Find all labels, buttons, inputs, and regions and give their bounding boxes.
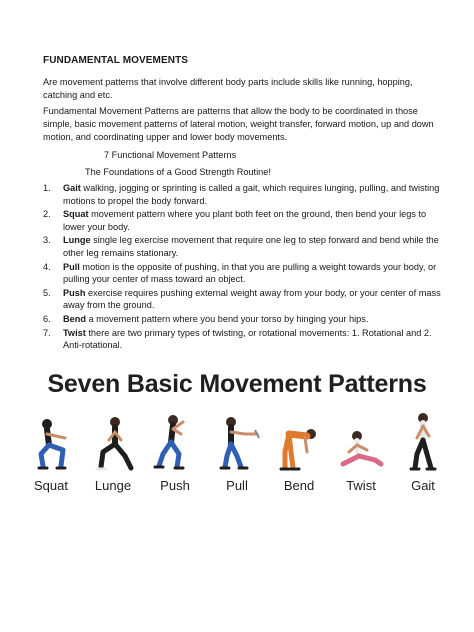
list-item	[43, 261, 443, 286]
twist-icon	[335, 412, 387, 474]
twist-figure	[335, 412, 387, 502]
list-item	[43, 287, 443, 312]
figure-label: Twist	[346, 478, 376, 493]
lunge-icon	[87, 412, 139, 474]
gait-figure	[397, 412, 449, 502]
graphic-title: Seven Basic Movement Patterns	[47, 370, 427, 398]
push-figure	[149, 412, 201, 502]
pull-figure	[211, 412, 263, 502]
item-term: Twist	[63, 327, 86, 338]
item-text: movement pattern where you plant both feet on the ground, then bend your legs to lower your body.	[63, 209, 427, 232]
item-term: Pull	[63, 261, 80, 272]
figure-label: Push	[160, 478, 190, 493]
bend-icon	[273, 412, 325, 474]
item-number: 7.	[43, 327, 51, 338]
list-item	[43, 313, 443, 326]
item-text: there are two primary types of twisting, or rotational movements: 1. Rotational and 2. Anti-rotational.	[63, 327, 432, 351]
intro-paragraph: Are movement patterns that involve different body parts include skills like running, hopping, catching and etc.	[43, 77, 413, 100]
item-term: Lunge	[63, 235, 91, 246]
figure-label: Bend	[283, 478, 315, 493]
item-text: exercise requires pushing external weight away from your body, or your center of mass away from the ground.	[63, 287, 441, 311]
item-term: Push	[63, 287, 86, 298]
bend-figure	[273, 412, 325, 502]
item-term: Squat	[63, 209, 89, 220]
item-number: 5.	[43, 287, 51, 298]
movement-list	[43, 182, 443, 353]
push-icon	[149, 412, 201, 474]
list-item	[43, 208, 443, 233]
item-number: 3.	[43, 235, 51, 246]
lunge-figure	[87, 412, 139, 502]
section-tagline: The Foundations of a Good Strength Routine!	[85, 167, 271, 177]
list-item	[43, 327, 443, 352]
definition-paragraph: Fundamental Movement Patterns are patterns that allow the body to be coordinated in those simple, basic movement patterns of lateral motion, weight transfer, forward motion, up and down motion, and coordinating upper and lower body movements.	[43, 106, 434, 142]
squat-icon	[25, 412, 77, 474]
gait-icon	[397, 412, 449, 474]
list-item	[43, 234, 443, 259]
document-heading: FUNDAMENTAL MOVEMENTS	[43, 55, 189, 66]
pull-icon	[211, 412, 263, 474]
item-text: single leg exercise movement that require one leg to step forward and bend while the other leg remains stationary.	[63, 235, 439, 258]
section-subtitle: 7 Functional Movement Patterns	[104, 150, 237, 160]
item-number: 4.	[43, 261, 51, 272]
item-term: Gait	[63, 183, 81, 193]
item-number: 2.	[43, 209, 51, 220]
list-item	[43, 182, 443, 207]
item-text: walking, jogging or sprinting is called a gait, which requires lunging, pulling, and twisting motions to propel the body forward.	[63, 183, 440, 206]
item-text: a movement pattern where you bend your torso by hinging your hips.	[85, 313, 369, 324]
figure-label: Lunge	[94, 478, 132, 493]
figure-label: Pull	[226, 478, 248, 493]
squat-figure	[25, 412, 77, 502]
figure-label: Squat	[34, 478, 68, 493]
item-number: 1.	[43, 183, 51, 193]
item-number: 6.	[43, 313, 51, 324]
item-term: Bend	[63, 313, 86, 324]
item-text: motion is the opposite of pushing, in that you are pulling a weight towards your body, or pulling your center of mass toward an object.	[63, 261, 437, 285]
figure-label: Gait	[411, 478, 435, 493]
movement-figures	[25, 412, 449, 502]
